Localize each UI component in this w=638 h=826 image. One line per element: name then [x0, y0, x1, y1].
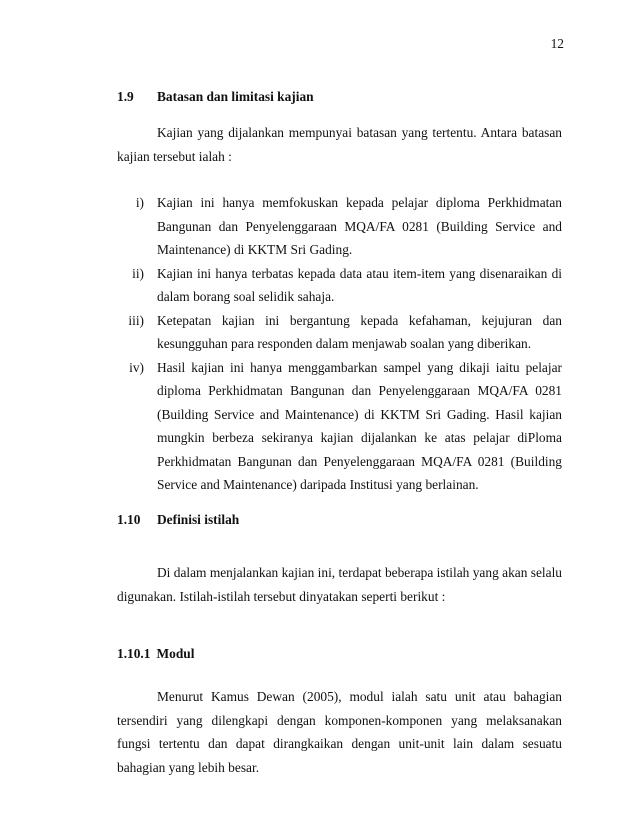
- list-item: [117, 309, 562, 356]
- section-number: 1.10: [117, 512, 141, 527]
- section-title: Modul: [156, 646, 195, 661]
- list-item-text: Hasil kajian ini hanya menggambarkan sampel yang dikaji iaitu pelajar diploma Perkhidmatan Bangunan dan Penyelenggaraan MQA/FA 0281 (Building Service and Maintenance) di KKTM Sri Gading. Hasil kajian mungkin berbeza sekiranya kajian dijalankan ke atas pelajar diPloma Perkhidmatan Bangunan dan Penyelenggaraan MQA/FA 0281 (Building Service and Maintenance) daripada Institusi yang berlainan.: [157, 359, 562, 492]
- section-number: 1.10.1: [117, 646, 151, 661]
- list-marker: iv): [129, 359, 144, 375]
- list-marker: i): [135, 195, 144, 210]
- list-item: [117, 356, 562, 497]
- limitations-list: [117, 191, 562, 497]
- section-intro-paragraph: Kajian yang dijalankan mempunyai batasan yang tertentu. Antara batasan kajian tersebut ialah :: [117, 125, 562, 164]
- section-heading-1-10-1: [117, 646, 194, 662]
- list-item: [117, 262, 562, 309]
- section-title: Batasan dan limitasi kajian: [157, 89, 314, 104]
- page-number: 12: [550, 36, 564, 51]
- section-heading-1-9: [117, 89, 314, 105]
- list-item-text: Kajian ini hanya memfokuskan kepada pelajar diploma Perkhidmatan Bangunan dan Penyelenggaraan MQA/FA 0281 (Building Service and Maintenance) di KKTM Sri Gading.: [157, 195, 562, 257]
- list-marker: ii): [132, 265, 144, 281]
- list-item: [117, 191, 562, 262]
- list-item-text: Ketepatan kajian ini bergantung kepada kefahaman, kejujuran dan kesungguhan para responden dalam menjawab soalan yang diberikan.: [157, 312, 562, 351]
- section-intro-paragraph: Di dalam menjalankan kajian ini, terdapat beberapa istilah yang akan selalu digunakan. Istilah-istilah tersebut dinyatakan seperti berikut :: [117, 565, 562, 604]
- section-number: 1.9: [117, 89, 134, 104]
- section-heading-1-10: [117, 512, 239, 528]
- section-title: Definisi istilah: [157, 512, 240, 527]
- section-body-paragraph: Menurut Kamus Dewan (2005), modul ialah satu unit atau bahagian tersendiri yang dilengkapi dengan komponen-komponen yang melaksanakan fungsi tertentu dan dapat dirangkaikan dengan unit-unit lain dalam sesuatu bahagian yang lebih besar.: [117, 689, 562, 775]
- list-marker: iii): [128, 312, 144, 328]
- list-item-text: Kajian ini hanya terbatas kepada data atau item-item yang disenaraikan di dalam borang soal selidik sahaja.: [157, 265, 562, 304]
